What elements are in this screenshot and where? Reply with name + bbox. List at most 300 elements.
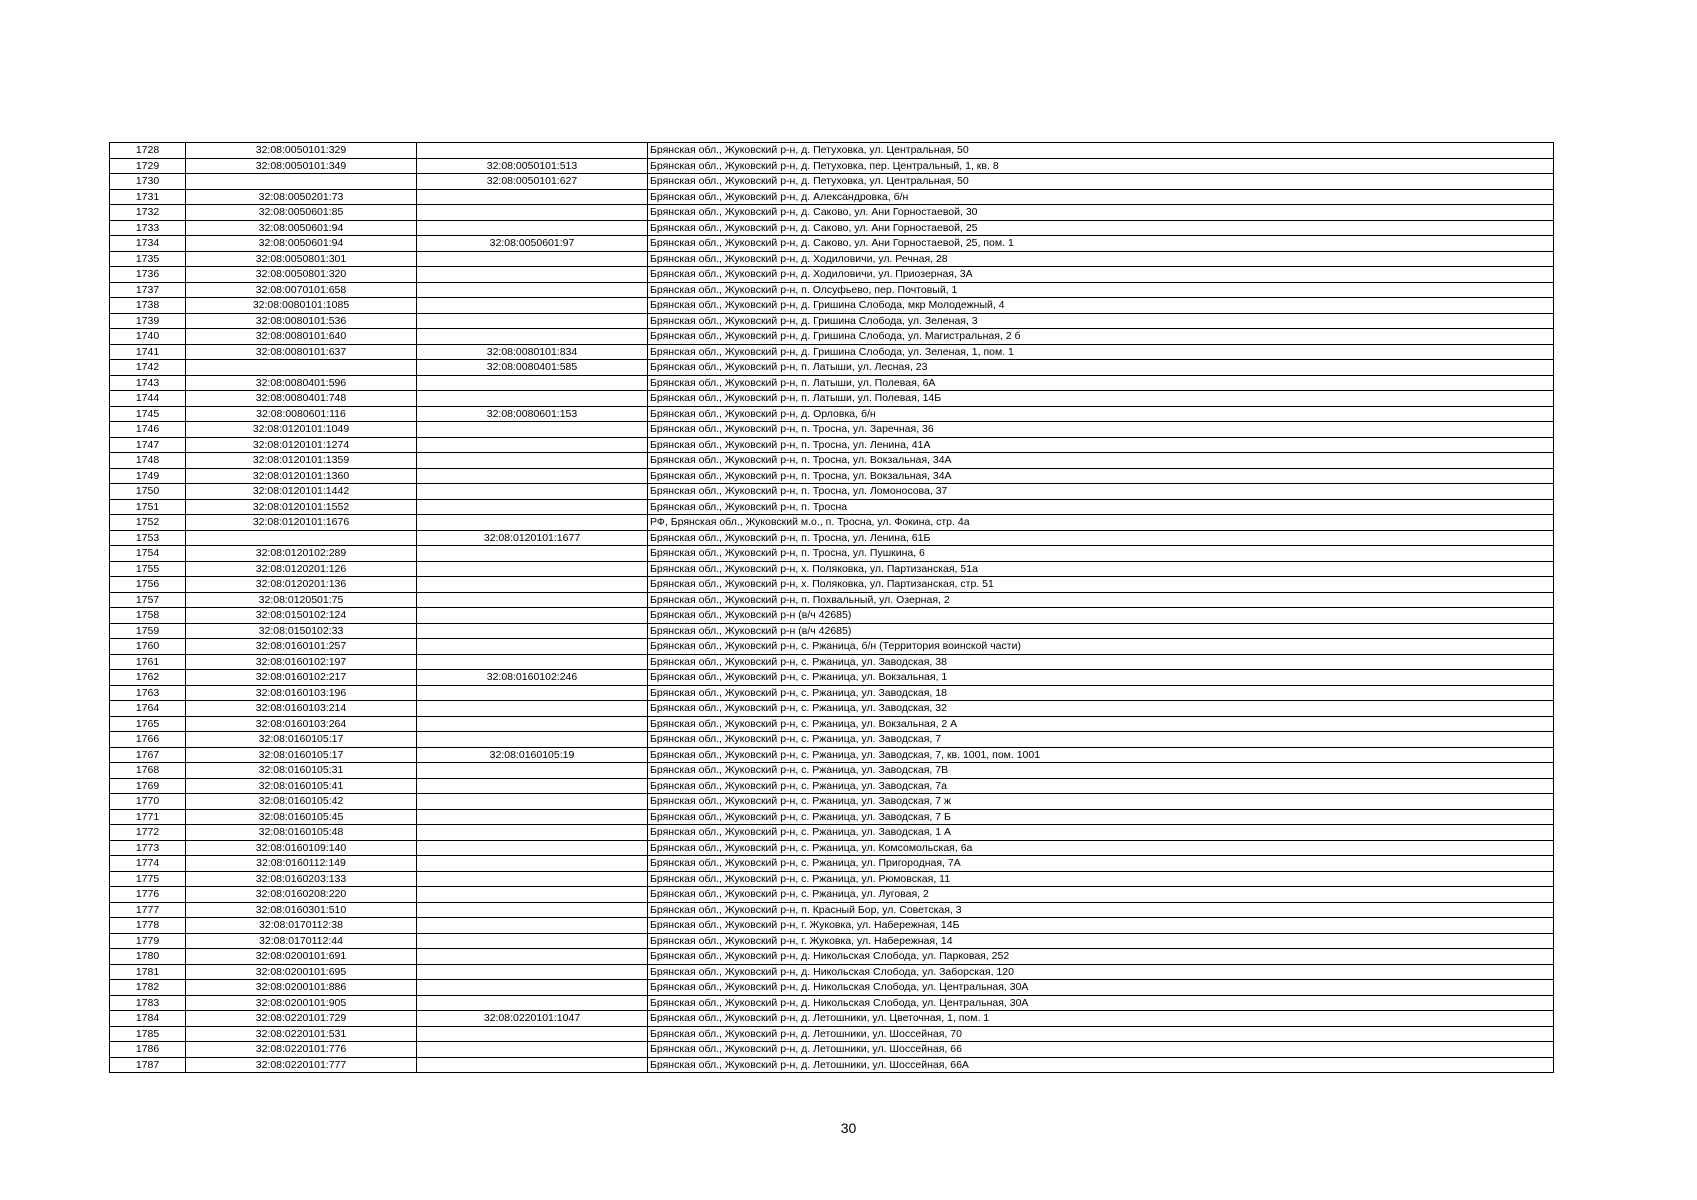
table-row <box>110 205 1554 221</box>
row-number-cell: 1729 <box>110 158 186 174</box>
address-cell: Брянская обл., Жуковский р-н, д. Петуховка, пер. Центральный, 1, кв. 8 <box>648 158 1554 174</box>
table-row <box>110 933 1554 949</box>
cadastral-number-cell: 32:08:0050601:94 <box>186 220 417 236</box>
related-cadastral-number-cell <box>417 1042 648 1058</box>
table-row <box>110 608 1554 624</box>
table-row <box>110 747 1554 763</box>
cadastral-number-cell: 32:08:0120201:126 <box>186 561 417 577</box>
cadastral-number-cell: 32:08:0160103:196 <box>186 685 417 701</box>
related-cadastral-number-cell: 32:08:0080101:834 <box>417 344 648 360</box>
cadastral-number-cell: 32:08:0160103:214 <box>186 701 417 717</box>
table-row <box>110 825 1554 841</box>
row-number-cell: 1772 <box>110 825 186 841</box>
table-row <box>110 980 1554 996</box>
related-cadastral-number-cell <box>417 825 648 841</box>
table-row <box>110 949 1554 965</box>
address-cell: Брянская обл., Жуковский р-н, с. Ржаница, ул. Заводская, 7а <box>648 778 1554 794</box>
cadastral-number-cell: 32:08:0080401:596 <box>186 375 417 391</box>
cadastral-number-cell: 32:08:0050801:301 <box>186 251 417 267</box>
row-number-cell: 1751 <box>110 499 186 515</box>
cadastral-number-cell <box>186 530 417 546</box>
related-cadastral-number-cell <box>417 949 648 965</box>
address-cell: Брянская обл., Жуковский р-н, г. Жуковка, ул. Набережная, 14Б <box>648 918 1554 934</box>
address-cell: Брянская обл., Жуковский р-н, д. Саково, ул. Ани Горностаевой, 25, пом. 1 <box>648 236 1554 252</box>
row-number-cell: 1781 <box>110 964 186 980</box>
cadastral-number-cell: 32:08:0120101:1552 <box>186 499 417 515</box>
cadastral-number-cell: 32:08:0160102:217 <box>186 670 417 686</box>
cadastral-number-cell: 32:08:0200101:691 <box>186 949 417 965</box>
row-number-cell: 1733 <box>110 220 186 236</box>
cadastral-number-cell: 32:08:0160208:220 <box>186 887 417 903</box>
address-cell: Брянская обл., Жуковский р-н, с. Ржаница, ул. Заводская, 7 <box>648 732 1554 748</box>
row-number-cell: 1785 <box>110 1026 186 1042</box>
related-cadastral-number-cell <box>417 794 648 810</box>
row-number-cell: 1771 <box>110 809 186 825</box>
row-number-cell: 1758 <box>110 608 186 624</box>
related-cadastral-number-cell <box>417 778 648 794</box>
cadastral-number-cell: 32:08:0120101:1676 <box>186 515 417 531</box>
row-number-cell: 1768 <box>110 763 186 779</box>
related-cadastral-number-cell <box>417 887 648 903</box>
table-row <box>110 887 1554 903</box>
related-cadastral-number-cell: 32:08:0050101:513 <box>417 158 648 174</box>
row-number-cell: 1740 <box>110 329 186 345</box>
address-cell: Брянская обл., Жуковский р-н, с. Ржаница, ул. Заводская, 32 <box>648 701 1554 717</box>
related-cadastral-number-cell: 32:08:0080601:153 <box>417 406 648 422</box>
cadastral-number-cell: 32:08:0160109:140 <box>186 840 417 856</box>
address-cell: Брянская обл., Жуковский р-н, п. Латыши, ул. Лесная, 23 <box>648 360 1554 376</box>
cadastral-number-cell: 32:08:0150102:124 <box>186 608 417 624</box>
cadastral-number-cell: 32:08:0160101:257 <box>186 639 417 655</box>
row-number-cell: 1765 <box>110 716 186 732</box>
address-cell: Брянская обл., Жуковский р-н, п. Тросна <box>648 499 1554 515</box>
row-number-cell: 1737 <box>110 282 186 298</box>
related-cadastral-number-cell <box>417 546 648 562</box>
row-number-cell: 1730 <box>110 174 186 190</box>
cadastral-number-cell <box>186 360 417 376</box>
cadastral-number-cell: 32:08:0080101:536 <box>186 313 417 329</box>
address-cell: Брянская обл., Жуковский р-н, с. Ржаница, ул. Заводская, 1 А <box>648 825 1554 841</box>
cadastral-number-cell: 32:08:0050601:85 <box>186 205 417 221</box>
address-cell: Брянская обл., Жуковский р-н, п. Тросна, ул. Заречная, 36 <box>648 422 1554 438</box>
address-cell: Брянская обл., Жуковский р-н, г. Жуковка, ул. Набережная, 14 <box>648 933 1554 949</box>
related-cadastral-number-cell <box>417 577 648 593</box>
address-cell: Брянская обл., Жуковский р-н, д. Петуховка, ул. Центральная, 50 <box>648 143 1554 159</box>
cadastral-number-cell: 32:08:0160105:48 <box>186 825 417 841</box>
cadastral-number-cell: 32:08:0160102:197 <box>186 654 417 670</box>
address-cell: Брянская обл., Жуковский р-н, д. Гришина Слобода, мкр Молодежный, 4 <box>648 298 1554 314</box>
related-cadastral-number-cell <box>417 205 648 221</box>
related-cadastral-number-cell <box>417 1057 648 1073</box>
related-cadastral-number-cell <box>417 251 648 267</box>
address-cell: Брянская обл., Жуковский р-н, п. Красный Бор, ул. Советская, 3 <box>648 902 1554 918</box>
related-cadastral-number-cell <box>417 701 648 717</box>
address-cell: Брянская обл., Жуковский р-н, с. Ржаница, ул. Заводская, 38 <box>648 654 1554 670</box>
address-cell: Брянская обл., Жуковский р-н, д. Орловка, б/н <box>648 406 1554 422</box>
cadastral-number-cell: 32:08:0120102:289 <box>186 546 417 562</box>
related-cadastral-number-cell <box>417 623 648 639</box>
related-cadastral-number-cell <box>417 453 648 469</box>
related-cadastral-number-cell <box>417 871 648 887</box>
related-cadastral-number-cell: 32:08:0160105:19 <box>417 747 648 763</box>
cadastral-number-cell: 32:08:0120101:1442 <box>186 484 417 500</box>
related-cadastral-number-cell <box>417 499 648 515</box>
address-cell: РФ, Брянская обл., Жуковский м.о., п. Тросна, ул. Фокина, стр. 4а <box>648 515 1554 531</box>
cadastral-number-cell: 32:08:0160105:42 <box>186 794 417 810</box>
table-row <box>110 360 1554 376</box>
address-cell: Брянская обл., Жуковский р-н, д. Гришина Слобода, ул. Магистральная, 2 б <box>648 329 1554 345</box>
table-row <box>110 515 1554 531</box>
table-row <box>110 1057 1554 1073</box>
cadastral-number-cell: 32:08:0120101:1274 <box>186 437 417 453</box>
table-row <box>110 453 1554 469</box>
table-row <box>110 236 1554 252</box>
address-cell: Брянская обл., Жуковский р-н, д. Летошники, ул. Шоссейная, 66 <box>648 1042 1554 1058</box>
table-row <box>110 267 1554 283</box>
table-row <box>110 375 1554 391</box>
table-row <box>110 251 1554 267</box>
related-cadastral-number-cell: 32:08:0220101:1047 <box>417 1011 648 1027</box>
address-cell: Брянская обл., Жуковский р-н, с. Ржаница, ул. Рюмовская, 11 <box>648 871 1554 887</box>
related-cadastral-number-cell <box>417 313 648 329</box>
row-number-cell: 1756 <box>110 577 186 593</box>
row-number-cell: 1773 <box>110 840 186 856</box>
address-cell: Брянская обл., Жуковский р-н, с. Ржаница, ул. Заводская, 18 <box>648 685 1554 701</box>
row-number-cell: 1742 <box>110 360 186 376</box>
address-cell: Брянская обл., Жуковский р-н, д. Никольская Слобода, ул. Центральная, 30А <box>648 995 1554 1011</box>
row-number-cell: 1783 <box>110 995 186 1011</box>
cadastral-number-cell: 32:08:0220101:776 <box>186 1042 417 1058</box>
address-cell: Брянская обл., Жуковский р-н, с. Ржаница, ул. Заводская, 7 ж <box>648 794 1554 810</box>
address-cell: Брянская обл., Жуковский р-н, п. Тросна, ул. Ломоносова, 37 <box>648 484 1554 500</box>
cadastral-number-cell: 32:08:0160105:45 <box>186 809 417 825</box>
related-cadastral-number-cell <box>417 282 648 298</box>
row-number-cell: 1779 <box>110 933 186 949</box>
related-cadastral-number-cell <box>417 592 648 608</box>
row-number-cell: 1752 <box>110 515 186 531</box>
related-cadastral-number-cell <box>417 329 648 345</box>
cadastral-number-cell: 32:08:0070101:658 <box>186 282 417 298</box>
address-cell: Брянская обл., Жуковский р-н, п. Тросна, ул. Вокзальная, 34А <box>648 468 1554 484</box>
cadastral-number-cell: 32:08:0160105:17 <box>186 732 417 748</box>
cadastral-number-cell: 32:08:0160203:133 <box>186 871 417 887</box>
table-row <box>110 1026 1554 1042</box>
related-cadastral-number-cell <box>417 515 648 531</box>
cadastral-number-cell: 32:08:0080101:637 <box>186 344 417 360</box>
related-cadastral-number-cell: 32:08:0160102:246 <box>417 670 648 686</box>
table-row <box>110 840 1554 856</box>
cadastral-number-cell: 32:08:0050601:94 <box>186 236 417 252</box>
related-cadastral-number-cell: 32:08:0120101:1677 <box>417 530 648 546</box>
address-cell: Брянская обл., Жуковский р-н, с. Ржаница, ул. Заводская, 7В <box>648 763 1554 779</box>
row-number-cell: 1776 <box>110 887 186 903</box>
table-row <box>110 654 1554 670</box>
table-row <box>110 918 1554 934</box>
cadastral-number-cell: 32:08:0200101:695 <box>186 964 417 980</box>
related-cadastral-number-cell <box>417 143 648 159</box>
row-number-cell: 1728 <box>110 143 186 159</box>
row-number-cell: 1738 <box>110 298 186 314</box>
table-row <box>110 623 1554 639</box>
table-row <box>110 701 1554 717</box>
related-cadastral-number-cell <box>417 375 648 391</box>
page-number: 30 <box>840 1120 857 1136</box>
related-cadastral-number-cell: 32:08:0050601:97 <box>417 236 648 252</box>
address-cell: Брянская обл., Жуковский р-н, д. Никольская Слобода, ул. Заборская, 120 <box>648 964 1554 980</box>
row-number-cell: 1753 <box>110 530 186 546</box>
related-cadastral-number-cell <box>417 918 648 934</box>
row-number-cell: 1777 <box>110 902 186 918</box>
table-row <box>110 716 1554 732</box>
related-cadastral-number-cell <box>417 840 648 856</box>
registry-table-body <box>110 143 1554 1073</box>
related-cadastral-number-cell <box>417 391 648 407</box>
row-number-cell: 1775 <box>110 871 186 887</box>
cadastral-number-cell: 32:08:0120201:136 <box>186 577 417 593</box>
address-cell: Брянская обл., Жуковский р-н, п. Латыши, ул. Полевая, 14Б <box>648 391 1554 407</box>
row-number-cell: 1780 <box>110 949 186 965</box>
address-cell: Брянская обл., Жуковский р-н, д. Саково, ул. Ани Горностаевой, 30 <box>648 205 1554 221</box>
address-cell: Брянская обл., Жуковский р-н (в/ч 42685) <box>648 623 1554 639</box>
address-cell: Брянская обл., Жуковский р-н, с. Ржаница, ул. Заводская, 7, кв. 1001, пом. 1001 <box>648 747 1554 763</box>
row-number-cell: 1750 <box>110 484 186 500</box>
related-cadastral-number-cell <box>417 716 648 732</box>
row-number-cell: 1787 <box>110 1057 186 1073</box>
address-cell: Брянская обл., Жуковский р-н, с. Ржаница, б/н (Территория воинской части) <box>648 639 1554 655</box>
cadastral-number-cell: 32:08:0080101:1085 <box>186 298 417 314</box>
table-row <box>110 592 1554 608</box>
table-row <box>110 174 1554 190</box>
row-number-cell: 1744 <box>110 391 186 407</box>
table-row <box>110 313 1554 329</box>
table-row <box>110 282 1554 298</box>
related-cadastral-number-cell <box>417 856 648 872</box>
cadastral-number-cell: 32:08:0050801:320 <box>186 267 417 283</box>
related-cadastral-number-cell <box>417 763 648 779</box>
related-cadastral-number-cell <box>417 437 648 453</box>
table-row <box>110 329 1554 345</box>
related-cadastral-number-cell <box>417 995 648 1011</box>
row-number-cell: 1770 <box>110 794 186 810</box>
table-row <box>110 685 1554 701</box>
cadastral-number-cell: 32:08:0200101:905 <box>186 995 417 1011</box>
address-cell: Брянская обл., Жуковский р-н, с. Ржаница, ул. Вокзальная, 1 <box>648 670 1554 686</box>
address-cell: Брянская обл., Жуковский р-н, д. Петуховка, ул. Центральная, 50 <box>648 174 1554 190</box>
table-row <box>110 670 1554 686</box>
related-cadastral-number-cell <box>417 732 648 748</box>
cadastral-number-cell: 32:08:0150102:33 <box>186 623 417 639</box>
row-number-cell: 1784 <box>110 1011 186 1027</box>
table-row <box>110 484 1554 500</box>
row-number-cell: 1736 <box>110 267 186 283</box>
table-row <box>110 1042 1554 1058</box>
row-number-cell: 1746 <box>110 422 186 438</box>
related-cadastral-number-cell: 32:08:0080401:585 <box>417 360 648 376</box>
related-cadastral-number-cell <box>417 608 648 624</box>
table-row <box>110 406 1554 422</box>
cadastral-number-cell: 32:08:0080401:748 <box>186 391 417 407</box>
related-cadastral-number-cell <box>417 964 648 980</box>
address-cell: Брянская обл., Жуковский р-н, д. Летошники, ул. Шоссейная, 70 <box>648 1026 1554 1042</box>
table-row <box>110 964 1554 980</box>
row-number-cell: 1778 <box>110 918 186 934</box>
cadastral-number-cell: 32:08:0120101:1359 <box>186 453 417 469</box>
address-cell: Брянская обл., Жуковский р-н, с. Ржаница, ул. Комсомольская, 6а <box>648 840 1554 856</box>
table-row <box>110 778 1554 794</box>
cadastral-number-cell: 32:08:0220101:729 <box>186 1011 417 1027</box>
related-cadastral-number-cell <box>417 654 648 670</box>
address-cell: Брянская обл., Жуковский р-н, п. Тросна, ул. Вокзальная, 34А <box>648 453 1554 469</box>
address-cell: Брянская обл., Жуковский р-н, х. Поляковка, ул. Партизанская, стр. 51 <box>648 577 1554 593</box>
address-cell: Брянская обл., Жуковский р-н, д. Гришина Слобода, ул. Зеленая, 1, пом. 1 <box>648 344 1554 360</box>
related-cadastral-number-cell <box>417 189 648 205</box>
row-number-cell: 1763 <box>110 685 186 701</box>
table-row <box>110 468 1554 484</box>
table-row <box>110 639 1554 655</box>
address-cell: Брянская обл., Жуковский р-н, п. Тросна, ул. Ленина, 41А <box>648 437 1554 453</box>
address-cell: Брянская обл., Жуковский р-н, д. Ходиловичи, ул. Приозерная, 3А <box>648 267 1554 283</box>
address-cell: Брянская обл., Жуковский р-н, п. Латыши, ул. Полевая, 6А <box>648 375 1554 391</box>
address-cell: Брянская обл., Жуковский р-н, с. Ржаница, ул. Луговая, 2 <box>648 887 1554 903</box>
row-number-cell: 1766 <box>110 732 186 748</box>
registry-table <box>109 142 1554 1073</box>
related-cadastral-number-cell <box>417 902 648 918</box>
cadastral-number-cell: 32:08:0160112:149 <box>186 856 417 872</box>
row-number-cell: 1745 <box>110 406 186 422</box>
row-number-cell: 1767 <box>110 747 186 763</box>
row-number-cell: 1761 <box>110 654 186 670</box>
table-row <box>110 995 1554 1011</box>
related-cadastral-number-cell <box>417 484 648 500</box>
address-cell: Брянская обл., Жуковский р-н, д. Ходиловичи, ул. Речная, 28 <box>648 251 1554 267</box>
cadastral-number-cell: 32:08:0080601:116 <box>186 406 417 422</box>
cadastral-number-cell: 32:08:0220101:531 <box>186 1026 417 1042</box>
address-cell: Брянская обл., Жуковский р-н, п. Тросна, ул. Ленина, 61Б <box>648 530 1554 546</box>
table-row <box>110 794 1554 810</box>
table-row <box>110 902 1554 918</box>
address-cell: Брянская обл., Жуковский р-н, д. Никольская Слобода, ул. Центральная, 30А <box>648 980 1554 996</box>
table-row <box>110 437 1554 453</box>
table-row <box>110 298 1554 314</box>
cadastral-number-cell: 32:08:0120501:75 <box>186 592 417 608</box>
address-cell: Брянская обл., Жуковский р-н, д. Летошники, ул. Цветочная, 1, пом. 1 <box>648 1011 1554 1027</box>
row-number-cell: 1774 <box>110 856 186 872</box>
cadastral-number-cell: 32:08:0160301:510 <box>186 902 417 918</box>
row-number-cell: 1731 <box>110 189 186 205</box>
row-number-cell: 1764 <box>110 701 186 717</box>
table-row <box>110 871 1554 887</box>
table-row <box>110 391 1554 407</box>
related-cadastral-number-cell <box>417 1026 648 1042</box>
related-cadastral-number-cell <box>417 980 648 996</box>
row-number-cell: 1743 <box>110 375 186 391</box>
row-number-cell: 1734 <box>110 236 186 252</box>
related-cadastral-number-cell <box>417 220 648 236</box>
related-cadastral-number-cell <box>417 422 648 438</box>
table-row <box>110 856 1554 872</box>
cadastral-number-cell: 32:08:0220101:777 <box>186 1057 417 1073</box>
row-number-cell: 1755 <box>110 561 186 577</box>
related-cadastral-number-cell <box>417 298 648 314</box>
cadastral-number-cell: 32:08:0160105:31 <box>186 763 417 779</box>
related-cadastral-number-cell <box>417 561 648 577</box>
related-cadastral-number-cell <box>417 809 648 825</box>
table-row <box>110 530 1554 546</box>
address-cell: Брянская обл., Жуковский р-н, д. Гришина Слобода, ул. Зеленая, 3 <box>648 313 1554 329</box>
cadastral-number-cell: 32:08:0050101:349 <box>186 158 417 174</box>
address-cell: Брянская обл., Жуковский р-н, с. Ржаница, ул. Пригородная, 7А <box>648 856 1554 872</box>
row-number-cell: 1754 <box>110 546 186 562</box>
row-number-cell: 1748 <box>110 453 186 469</box>
table-row <box>110 1011 1554 1027</box>
table-row <box>110 143 1554 159</box>
related-cadastral-number-cell <box>417 933 648 949</box>
table-row <box>110 189 1554 205</box>
cadastral-number-cell: 32:08:0170112:38 <box>186 918 417 934</box>
related-cadastral-number-cell: 32:08:0050101:627 <box>417 174 648 190</box>
row-number-cell: 1786 <box>110 1042 186 1058</box>
address-cell: Брянская обл., Жуковский р-н, д. Никольская Слобода, ул. Парковая, 252 <box>648 949 1554 965</box>
address-cell: Брянская обл., Жуковский р-н, д. Саково, ул. Ани Горностаевой, 25 <box>648 220 1554 236</box>
address-cell: Брянская обл., Жуковский р-н, п. Похвальный, ул. Озерная, 2 <box>648 592 1554 608</box>
table-row <box>110 158 1554 174</box>
address-cell: Брянская обл., Жуковский р-н, д. Летошники, ул. Шоссейная, 66А <box>648 1057 1554 1073</box>
cadastral-number-cell <box>186 174 417 190</box>
table-row <box>110 220 1554 236</box>
address-cell: Брянская обл., Жуковский р-н, с. Ржаница, ул. Вокзальная, 2 А <box>648 716 1554 732</box>
row-number-cell: 1739 <box>110 313 186 329</box>
row-number-cell: 1759 <box>110 623 186 639</box>
cadastral-number-cell: 32:08:0050201:73 <box>186 189 417 205</box>
table-row <box>110 809 1554 825</box>
table-row <box>110 763 1554 779</box>
address-cell: Брянская обл., Жуковский р-н, д. Александровка, б/н <box>648 189 1554 205</box>
cadastral-number-cell: 32:08:0080101:640 <box>186 329 417 345</box>
related-cadastral-number-cell <box>417 685 648 701</box>
address-cell: Брянская обл., Жуковский р-н, п. Олсуфьево, пер. Почтовый, 1 <box>648 282 1554 298</box>
cadastral-number-cell: 32:08:0120101:1049 <box>186 422 417 438</box>
row-number-cell: 1741 <box>110 344 186 360</box>
address-cell: Брянская обл., Жуковский р-н, п. Тросна, ул. Пушкина, 6 <box>648 546 1554 562</box>
cadastral-number-cell: 32:08:0160105:41 <box>186 778 417 794</box>
row-number-cell: 1735 <box>110 251 186 267</box>
table-row <box>110 546 1554 562</box>
cadastral-number-cell: 32:08:0120101:1360 <box>186 468 417 484</box>
related-cadastral-number-cell <box>417 639 648 655</box>
row-number-cell: 1760 <box>110 639 186 655</box>
row-number-cell: 1762 <box>110 670 186 686</box>
address-cell: Брянская обл., Жуковский р-н, с. Ржаница, ул. Заводская, 7 Б <box>648 809 1554 825</box>
row-number-cell: 1769 <box>110 778 186 794</box>
related-cadastral-number-cell <box>417 468 648 484</box>
address-cell: Брянская обл., Жуковский р-н (в/ч 42685) <box>648 608 1554 624</box>
cadastral-number-cell: 32:08:0160103:264 <box>186 716 417 732</box>
row-number-cell: 1749 <box>110 468 186 484</box>
table-row <box>110 732 1554 748</box>
row-number-cell: 1782 <box>110 980 186 996</box>
table-row <box>110 422 1554 438</box>
table-row <box>110 561 1554 577</box>
cadastral-number-cell: 32:08:0160105:17 <box>186 747 417 763</box>
table-row <box>110 499 1554 515</box>
row-number-cell: 1757 <box>110 592 186 608</box>
related-cadastral-number-cell <box>417 267 648 283</box>
table-row <box>110 344 1554 360</box>
cadastral-number-cell: 32:08:0170112:44 <box>186 933 417 949</box>
row-number-cell: 1747 <box>110 437 186 453</box>
cadastral-number-cell: 32:08:0050101:329 <box>186 143 417 159</box>
table-row <box>110 577 1554 593</box>
